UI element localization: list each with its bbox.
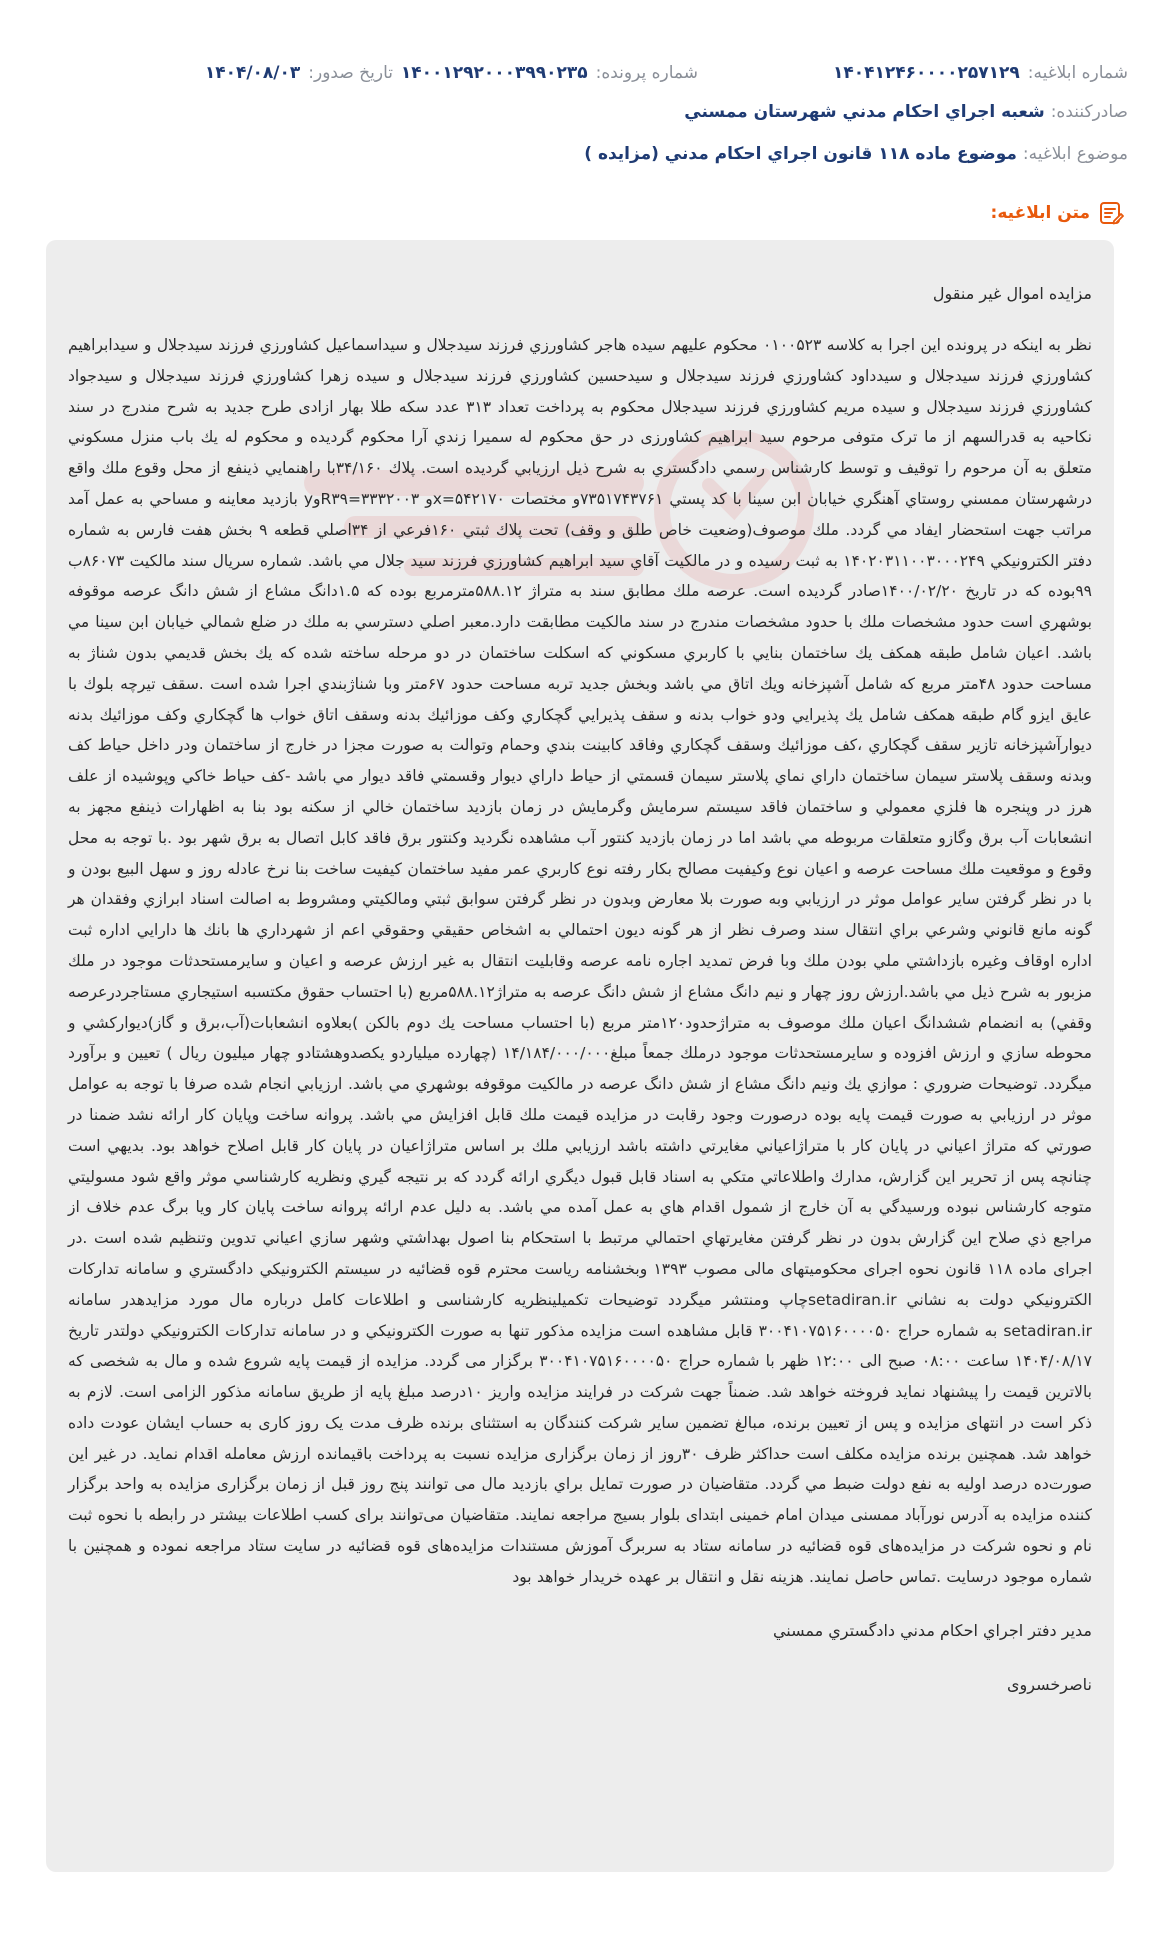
notice-text-title: متن ابلاغیه: (990, 203, 1090, 223)
issuer-value: شعبه اجراي احكام مدني شهرستان ممسني (684, 102, 1045, 122)
subject-line (46, 139, 1128, 169)
issue-date (205, 63, 393, 83)
notice-body: نظر به اينكه در پرونده اين اجرا به كلاسه ۰۱۰۰۵۲۳ محكوم عليهم سيده هاجر كشاورزي فرزند سيدجلال و سيداسماعيل كشاورزي فرزند سيدجلال و سيدابراهيم كشاورزي فرزند سيدجلال و سيدداود كشاورزي فرزند سيدجلال و سيدحسين كشاورزي فرزند سيدجلال و سيده زهرا كشاورزي فرزند سيدجلال و سيدجواد كشاورزي فرزند سيدجلال و سيده مريم كشاورزي فرزند سيدجلال محكوم به پرداخت تعداد ۳۱۳ عدد سكه طلا بهار ازادی طرح جديد به شرح مندرج در سند نكاحيه به قدرالسهم از ما ترک متوفی مرحوم سيد ابراهيم كشاورزی در حق محكوم له سميرا زندي آرا محكوم گرديده و محكوم له يك باب منزل مسكوني متعلق به آن مرحوم را توقيف و توسط كارشناس رسمي دادگستري به شرح ذيل ارزيابي گرديده است. پلاك ۳۴/۱۶۰با راهنمايي ذينفع از محل وقوع ملك واقع درشهرستان ممسني روستاي آهنگري خيابان ابن سينا با كد پستي ۷۳۵۱۷۴۳۷۶۱و مختصات x=۵۴۲۱۷۰و ۳۳۳۲۰۰۳=R۳۹وy بازديد معاينه و مساحي به عمل آمد مراتب جهت استحضار ايفاد مي گردد. ملك موصوف(وضعيت خاص طلق و وقف) تحت پلاك ثبتي ۱۶۰فرعي از ۳۴اصلي قطعه ۹ بخش هفت فارس به شماره دفتر الكترونيكي ۱۴۰۲۰۳۱۱۰۰۳۰۰۰۲۴۹ به ثبت رسيده و در مالكيت آقاي سيد ابراهيم كشاورزي فرزند سيد جلال مي باشد. شماره سريال سند مالكيت ۸۶۰۷۳ب ۹۹بوده كه در تاريخ ۱۴۰۰/۰۲/۲۰صادر گرديده است. عرصه ملك مطابق سند به متراژ ۵۸۸.۱۲مترمربع بوده كه ۱.۵دانگ مشاع از شش دانگ عرصه موقوفه بوشهري است حدود مشخصات ملك با حدود مشخصات مندرج در سند مالكيت مطابقت دارد.معبر اصلي دسترسي به ملك در ضلع شمالي خيابان ابن سينا مي باشد. اعيان شامل طبقه همكف يك ساختمان بنايي با كاربري مسكوني كه اسكلت ساختمان در دو مرحله ساخته شده كه يك بخش قديمي بدون شناژ به مساحت حدود ۴۸متر مربع كه شامل آشپزخانه ويك اتاق مي باشد وبخش جديد تربه مساحت حدود ۶۷متر وبا شناژبندي اجرا شده است .سقف تيرچه بلوك با عايق ايزو گام طبقه همكف شامل يك پذيرايي ودو خواب بدنه و سقف پذيرايي گچكاري وكف موزائيك بدنه وسقف اتاق خواب ها گچكاري وكف موزائيك بدنه ديوارآشپزخانه تازير سقف گچكاري ،كف موزائيك وسقف گچكاري وفاقد كابينت بندي وحمام وتوالت به صورت مجزا در خارج از ساختمان ودر داخل حياط كف وبدنه وسقف پلاستر سيمان ساختمان داراي نماي پلاستر سيمان قسمتي از حياط داراي ديوار وقسمتي فاقد ديوار مي باشد -كف حياط خاكي وپوشيده از علف هرز در وپنجره ها فلزي معمولي و ساختمان فاقد سيستم سرمايش وگرمايش در زمان بازديد ساختمان خالي از سكنه بود بنا به اظهارات ذينفع مجهز به انشعابات آب برق وگازو متعلقات مربوطه مي باشد اما در زمان بازديد كنتور آب مشاهده نگرديد وكنتور برق فاقد كابل اتصال به برق شهر بود .با توجه به محل وقوع و موقعيت ملك مساحت عرصه و اعيان نوع وكيفيت مصالح بكار رفته نوع كاربري عمر مفيد ساختمان كيفيت ساخت بنا نرخ عادله روز و سهل البيع بودن و با در نظر گرفتن ساير عوامل موثر در ارزيابي وبه صورت بلا معارض وبدون در نظر گرفتن سوابق ثبتي ومالكيتي ومشروط به اصالت اسناد ابرازي وفقدان هر گونه مانع قانوني وشرعي براي انتقال سند وصرف نظر از هر گونه ديون احتمالي به اشخاص حقيقي وحقوقي اعم از شهرداري ها بانك ها دارايي اداره ثبت اداره اوقاف وغيره بازداشتي ملي بودن ملك وبا فرض تمديد اجاره نامه عرصه وقابليت انتقال به غير ارزش عرصه و اعيان و سايرمستحدثات موجود در ملك مزبور به شرح ذيل مي باشد.ارزش روز چهار و نيم دانگ مشاع از شش دانگ عرصه به متراژ۵۸۸.۱۲مربع (با احتساب حقوق مكتسبه استيجاري مستاجردرعرصه وقفي) به انضمام ششدانگ اعيان ملك موصوف به متراژحدود۱۲۰متر مربع (با احتساب مساحت يك دوم بالكن )بعلاوه انشعابات(آب،برق و گاز)ديواركشي و محوطه سازي و ارزش افزوده و سايرمستحدثات موجود درملك جمعاً مبلغ۱۴/۱۸۴/۰۰۰/۰۰۰ (چهارده ميلياردو يكصدوهشتادو چهار ميليون ريال ) تعيين و برآورد ميگردد. توضيحات ضروري : موازي يك ونيم دانگ مشاع از شش دانگ عرصه در مالكيت موقوفه بوشهري مي باشد. ارزيابي انجام شده صرفا با توجه به عوامل موثر در ارزيابي به صورت قيمت پايه بوده درصورت وجود رقابت در مزايده قيمت ملك قابل افزايش مي باشد. پروانه ساخت وپايان كار ارائه نشد ضمنا در صورتي كه متراژ اعياني در پايان كار با متراژاعياني مغايرتي داشته باشد ارزيابي ملك بر اساس متراژاعيان در پايان كار قابل اصلاح خواهد بود. بديهي است چنانچه پس از تحرير اين گزارش، مدارك واطلاعاتي متكي به اسناد قابل قبول ديگري ارائه گردد كه بر نتيجه گيري ونظريه كارشناسي موثر واقع شود مسوليتي متوجه كارشناس نبوده ورسيدگي به آن خارج از شمول اقدام هاي به عمل آمده مي باشد. به دليل عدم ارائه پروانه ساخت پايان كار ويا برگ عدم خلاف از مراجع ذي صلاح اين گزارش بدون در نظر گرفتن مغايرتهاي احتمالي مرتبط با استحكام بنا اصول بهداشتي وشهر سازي اعياني تدوين وتنظيم شده است .در اجرای ماده ۱۱۸ قانون نحوه اجرای محکومیتهای مالی مصوب ۱۳۹۳ وبخشنامه رياست محترم قوه قضائيه در سيستم الكترونيكي دادگستري و سامانه تداركات الكترونيكي دولت به نشاني setadiran.irچاپ ومنتشر ميگردد توضیحات تکمیلینظریه کارشناسی و اطلاعات کامل درباره مال مورد مزایدهدر سامانه setadiran.ir به شماره حراج ۳۰۰۴۱۰۷۵۱۶۰۰۰۰۵۰ قابل مشاهده است مزايده مذكور تنها به صورت الكترونيكي و در سامانه تداركات الكترونيكي دولتدر تاريخ ۱۴۰۴/۰۸/۱۷ ساعت ۰۸:۰۰ صبح الی ۱۲:۰۰ ظهر با شماره حراج ۳۰۰۴۱۰۷۵۱۶۰۰۰۰۵۰ برگزار می گردد. مزايده از قيمت پايه شروع شده و مال به شخصی كه بالاترين قيمت را پيشنهاد نمايد فروخته خواهد شد. ضمناً جهت شركت در فرايند مزايده واريز ۱۰درصد مبلغ پايه از طريق سامانه مذكور الزامی است. لازم به ذکر است در انتهای مزايده و پس از تعيين برنده، مبالغ تضمين ساير شركت كنندگان به استثنای برنده ظرف مدت یک روز كاری به حساب ايشان عودت داده خواهد شد. همچنين برنده مزايده مكلف است حداكثر ظرف ۳۰روز از زمان برگزاری مزايده نسبت به پرداخت باقيمانده ارزش معامله اقدام نمايد. در غير اين صورت‌ده درصد اوليه به نفع دولت ضبط مي گردد. متقاضيان در صورت تمايل براي بازديد مال می توانند پنج روز قبل از زمان برگزاری مزايده به واحد برگزار كننده مزايده به آدرس نورآباد ممسنی میدان امام خمینی ابتدای بلوار بسیج مراجعه نمايند. متقاضيان می‌توانند برای کسب اطلاعات بيشتر در رابطه با نحوه ثبت نام و نحوه شرکت در مزايده‌های قوه قضائيه در سامانه ستاد به سربرگ آموزش مستندات مزايده‌های قوه قضائيه در سايت ستاد مراجعه نموده و همچنين با شماره موجود درسایت .تماس حاصل نمايند. هزينه نقل و انتقال بر عهده خريدار خواهد بود (68, 336, 1093, 1586)
file-number (401, 63, 698, 83)
file-number-value: ۱۴۰۰۱۲۹۲۰۰۰۳۹۹۰۲۳۵ (400, 63, 588, 83)
notice-content-box (46, 240, 1114, 1872)
notice-meta-row (46, 58, 1128, 88)
issuer-label: صادرکننده: (1050, 102, 1128, 122)
issue-date-label: تاریخ صدور: (308, 63, 393, 83)
document-note-icon (1098, 200, 1124, 226)
issue-date-value: ۱۴۰۴/۰۸/۰۳ (204, 63, 301, 83)
signature-title: مدير دفتر اجراي احكام مدني دادگستري ممسني (772, 1620, 1092, 1640)
notice-number-value: ۱۴۰۴۱۲۴۶۰۰۰۰۲۵۷۱۲۹ (832, 63, 1020, 83)
notice-number (833, 63, 1128, 83)
signature-name: ناصرخسروی (1007, 1674, 1092, 1694)
notice-heading: مزايده اموال غير منقول (932, 284, 1092, 303)
subject-value: موضوع ماده ۱۱۸ قانون اجراي احكام مدني (مزايده ) (584, 144, 1017, 164)
subject-label: موضوع ابلاغیه: (1022, 144, 1128, 164)
issuer-line (46, 97, 1128, 127)
file-number-label: شماره پرونده: (595, 63, 698, 83)
notice-number-label: شماره ابلاغیه: (1027, 63, 1128, 83)
notice-text-header (991, 197, 1124, 229)
